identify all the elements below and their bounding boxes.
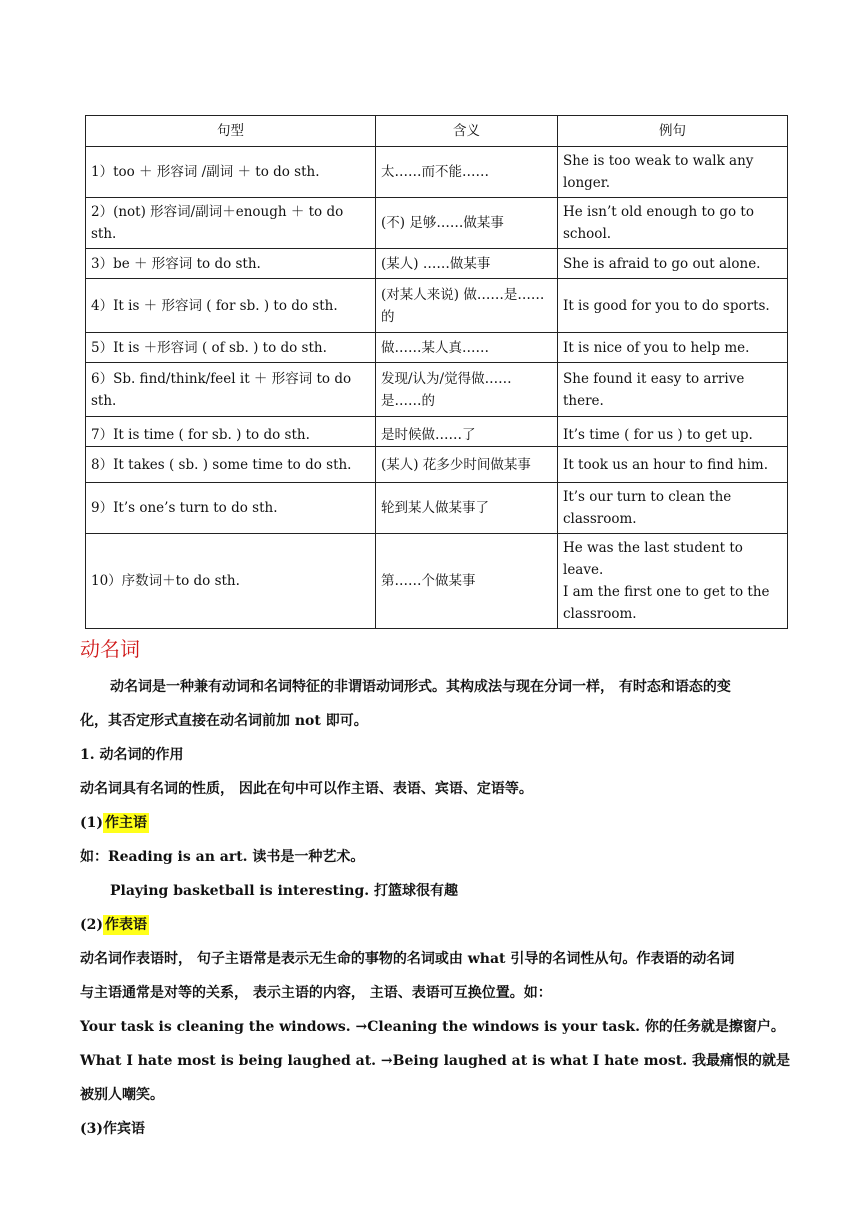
- table-row: [86, 147, 788, 198]
- example-cell: He isn’t old enough to go to school.: [558, 198, 788, 249]
- pattern-cell: 3）be ＋ 形容词 to do sth.: [86, 249, 376, 279]
- table-row: [86, 198, 788, 249]
- meaning-cell: 做……某人真……: [376, 333, 558, 363]
- meaning-cell: 第……个做某事: [376, 534, 558, 629]
- meaning-cell: (某人) 花多少时间做某事: [376, 447, 558, 483]
- highlighted-label: 作表语: [105, 917, 147, 933]
- table-row: [86, 483, 788, 534]
- example-cell: She is too weak to walk any longer.: [558, 147, 788, 198]
- table-row: [86, 249, 788, 279]
- item-subject: [80, 806, 792, 840]
- meaning-cell: 发现/认为/觉得做……是……的: [376, 363, 558, 417]
- example-line: Your task is cleaning the windows. →Cleaning the windows is your task. 你的任务就是擦窗户。: [80, 1019, 785, 1035]
- pattern-cell: 8）It takes ( sb. ) some time to do sth.: [86, 447, 376, 483]
- example-line: 如：Reading is an art. 读书是一种艺术。: [80, 849, 365, 865]
- example-cell: It took us an hour to find him.: [558, 447, 788, 483]
- table-header-row: [86, 116, 788, 147]
- pattern-cell: 1）too ＋ 形容词 /副词 ＋ to do sth.: [86, 147, 376, 198]
- table-row: [86, 363, 788, 417]
- pattern-cell: 2）(not) 形容词/副词＋enough ＋ to do sth.: [86, 198, 376, 249]
- meaning-cell: (对某人来说) 做……是……的: [376, 279, 558, 333]
- meaning-cell: 太……而不能……: [376, 147, 558, 198]
- function-description: 动名词具有名词的性质， 因此在句中可以作主语、表语、宾语、定语等。: [80, 781, 533, 797]
- example-cell: It’s time ( for us ) to get up.: [558, 417, 788, 453]
- example-cell: She is afraid to go out alone.: [558, 249, 788, 279]
- pattern-cell: 7）It is time ( for sb. ) to do sth.: [86, 417, 376, 453]
- pattern-cell: 5）It is ＋形容词 ( of sb. ) to do sth.: [86, 333, 376, 363]
- header-example: 例句: [558, 116, 788, 147]
- table-row: [86, 279, 788, 333]
- item-object: (3)作宾语: [80, 1121, 145, 1137]
- header-meaning: 含义: [376, 116, 558, 147]
- meaning-cell: 是时候做……了: [376, 417, 558, 453]
- highlighted-label: 作主语: [105, 815, 147, 831]
- section-heading: 动名词: [80, 637, 140, 661]
- pattern-cell: 10）序数词＋to do sth.: [86, 534, 376, 629]
- pattern-cell: 4）It is ＋ 形容词 ( for sb. ) to do sth.: [86, 279, 376, 333]
- predicative-text-1: 动名词作表语时， 句子主语常是表示无生命的事物的名词或由 what 引导的名词性从句。作表语的动名词: [80, 951, 735, 967]
- example-cell: It is nice of you to help me.: [558, 333, 788, 363]
- item-number: (2): [80, 917, 103, 933]
- item-predicative: [80, 908, 792, 942]
- intro-line-1: 动名词是一种兼有动词和名词特征的非谓语动词形式。其构成法与现在分词一样， 有时态和语态的变: [110, 679, 731, 695]
- pattern-cell: 9）It’s one’s turn to do sth.: [86, 483, 376, 534]
- sentence-pattern-table-part1: [85, 115, 788, 453]
- intro-line-2: 化，其否定形式直接在动名词前加 not 即可。: [80, 713, 368, 729]
- example-line: Playing basketball is interesting. 打篮球很有趣: [110, 883, 459, 899]
- example-cell: It’s our turn to clean the classroom.: [558, 483, 788, 534]
- meaning-cell: (某人) ……做某事: [376, 249, 558, 279]
- predicative-text-2: 与主语通常是对等的关系， 表示主语的内容， 主语、表语可互换位置。如：: [80, 985, 552, 1001]
- table-row: [86, 333, 788, 363]
- gerund-section: [80, 670, 792, 1146]
- example-line: What I hate most is being laughed at. →Being laughed at is what I hate most. 我最痛恨的就是被别人嘲笑。: [80, 1053, 790, 1103]
- table-row: [86, 534, 788, 629]
- pattern-cell: 6）Sb. find/think/feel it ＋ 形容词 to do sth.: [86, 363, 376, 417]
- example-cell: He was the last student to leave. I am the first one to get to the classroom.: [558, 534, 788, 629]
- example-cell: She found it easy to arrive there.: [558, 363, 788, 417]
- header-pattern: 句型: [86, 116, 376, 147]
- meaning-cell: (不) 足够……做某事: [376, 198, 558, 249]
- item-number: (1): [80, 815, 103, 831]
- sentence-pattern-table-part2: [85, 446, 788, 629]
- subheading-function: 1. 动名词的作用: [80, 747, 184, 763]
- meaning-cell: 轮到某人做某事了: [376, 483, 558, 534]
- table-row: [86, 447, 788, 483]
- example-cell: It is good for you to do sports.: [558, 279, 788, 333]
